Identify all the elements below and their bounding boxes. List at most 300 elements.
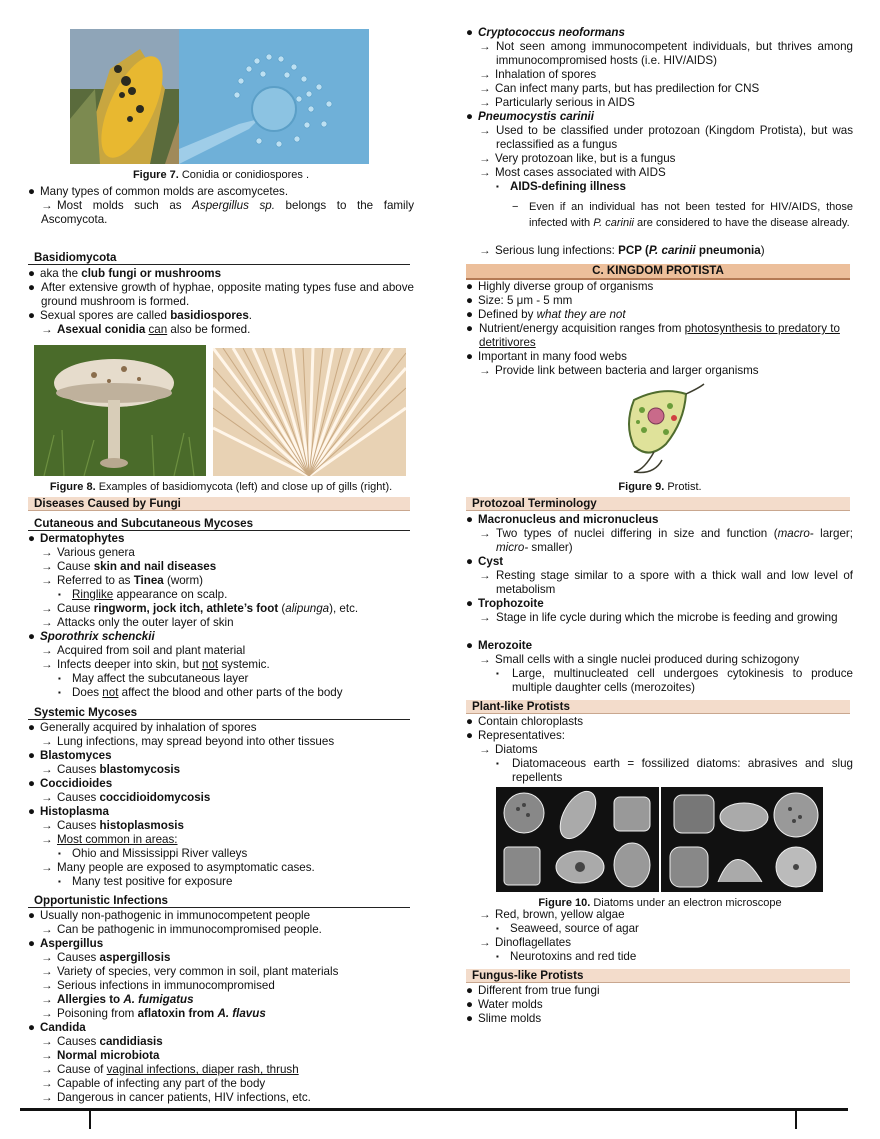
list-item xyxy=(28,805,109,819)
text: Stage in life cycle during which the microbe is feeding and growing xyxy=(496,611,838,624)
list-item xyxy=(466,908,625,922)
text: aka the xyxy=(40,267,82,280)
list-item xyxy=(28,923,322,937)
bullet-icon: ● xyxy=(28,630,36,643)
bullet-icon: ● xyxy=(28,805,36,818)
text: Representatives: xyxy=(478,729,565,742)
list-item xyxy=(466,950,636,964)
list-item xyxy=(28,686,343,700)
list-item xyxy=(28,546,135,560)
list-item xyxy=(28,861,315,875)
text: systemic. xyxy=(218,658,270,671)
bullet-icon: ● xyxy=(466,322,474,335)
text: are considered to have the disease already. xyxy=(633,217,850,229)
arrow-icon: → xyxy=(41,923,53,936)
figure-8-mushroom-image xyxy=(34,345,206,476)
text: Does xyxy=(72,686,103,699)
text: . xyxy=(248,309,253,322)
text: smaller) xyxy=(528,541,573,554)
square-bullet-icon: ▪ xyxy=(496,669,499,678)
text: Merozoite xyxy=(478,639,533,652)
figure-8-gills-image xyxy=(213,348,406,476)
text: Not seen among immunocompetent individuals, but thrives among immunocompromised hosts (i.e. HIV/AIDS) xyxy=(496,40,853,67)
bullet-icon: ● xyxy=(466,110,474,123)
arrow-icon: → xyxy=(479,40,491,53)
bullet-icon: ● xyxy=(28,749,36,762)
text: Causes xyxy=(57,791,100,804)
list-item xyxy=(466,308,626,322)
square-bullet-icon: ▪ xyxy=(496,182,499,191)
list-item xyxy=(466,82,759,96)
text: photosynthesis to predatory to detritivores xyxy=(479,322,840,349)
arrow-icon: → xyxy=(41,199,53,212)
list-item xyxy=(28,1049,159,1063)
text: affect the blood and other parts of the body xyxy=(118,686,343,699)
text: Most molds such as xyxy=(57,199,193,212)
arrow-icon: → xyxy=(479,152,491,165)
list-item xyxy=(466,280,653,294)
list-item xyxy=(466,96,635,110)
list-item xyxy=(28,602,358,616)
list-item xyxy=(28,323,250,337)
arrow-icon: → xyxy=(479,611,491,624)
arrow-icon: → xyxy=(41,1077,53,1090)
bullet-icon: ● xyxy=(466,729,474,742)
list-item xyxy=(28,532,124,546)
list-item xyxy=(28,1091,311,1105)
arrow-icon: → xyxy=(41,1049,53,1062)
text: Blastomyces xyxy=(40,749,112,762)
text: Many people are exposed to asymptomatic cases. xyxy=(57,861,315,874)
text: Serious lung infections: xyxy=(495,244,619,257)
text: May affect the subcutaneous layer xyxy=(72,672,249,685)
footer-tick-right xyxy=(795,1111,797,1129)
list-item xyxy=(466,513,658,527)
text: Referred to as xyxy=(57,574,134,587)
arrow-icon: → xyxy=(41,323,53,336)
arrow-icon: → xyxy=(41,602,53,615)
text: Aspergillus sp. xyxy=(192,199,275,212)
text: Asexual conidia xyxy=(57,323,149,336)
list-item xyxy=(28,777,112,791)
text: A. fumigatus xyxy=(123,993,194,1006)
text: candidiasis xyxy=(99,1035,163,1048)
list-item xyxy=(466,936,571,950)
list-item xyxy=(496,757,853,785)
text: Water molds xyxy=(478,998,543,1011)
text: alipunga xyxy=(285,602,330,615)
bullet-icon: ● xyxy=(28,937,36,950)
list-item xyxy=(466,1012,541,1026)
text: Red, brown, yellow algae xyxy=(495,908,625,921)
list-item xyxy=(466,180,626,194)
bullet-icon: ● xyxy=(466,1012,474,1025)
arrow-icon: → xyxy=(41,861,53,874)
list-item xyxy=(28,749,112,763)
text: Generally acquired by inhalation of spores xyxy=(40,721,257,734)
list-item xyxy=(28,560,216,574)
list-item xyxy=(479,124,853,152)
list-item xyxy=(28,965,338,979)
text: Cause xyxy=(57,602,94,615)
text: ) xyxy=(760,244,765,257)
figure-8-label: Figure 8. xyxy=(49,481,96,493)
text: Defined by xyxy=(478,308,537,321)
arrow-icon: → xyxy=(41,763,53,776)
text: Large, multinucleated cell undergoes cytokinesis to produce multiple daughter cells (merozoites) xyxy=(512,667,853,694)
text: Tinea xyxy=(133,574,164,587)
text: not xyxy=(202,658,219,671)
text: Can infect many parts, but has predilection for CNS xyxy=(495,82,760,95)
text: Cryptococcus neoformans xyxy=(478,26,625,39)
text: aspergillosis xyxy=(99,951,171,964)
text: Causes xyxy=(57,951,100,964)
arrow-icon: → xyxy=(479,244,491,257)
text: histoplasmosis xyxy=(99,819,184,832)
section-title-fungus-like: Fungus-like Protists xyxy=(466,969,850,983)
text: Causes xyxy=(57,1035,100,1048)
arrow-icon: → xyxy=(41,833,53,846)
list-item xyxy=(28,616,234,630)
text: Pneumocystis carinii xyxy=(478,110,594,123)
text: also be formed. xyxy=(167,323,251,336)
bullet-icon: ● xyxy=(28,267,36,280)
text: Trophozoite xyxy=(478,597,544,610)
list-item xyxy=(28,267,221,281)
list-item xyxy=(479,527,853,555)
text: Serious infections in immunocompromised xyxy=(57,979,275,992)
text: Contain chloroplasts xyxy=(478,715,584,728)
list-item xyxy=(479,611,853,625)
list-item xyxy=(466,639,532,653)
list-item xyxy=(28,833,178,847)
section-title-systemic: Systemic Mycoses xyxy=(28,706,410,720)
list-item xyxy=(466,322,854,350)
text: Sexual spores are called xyxy=(40,309,171,322)
text: Size: 5 μm - 5 mm xyxy=(478,294,573,307)
text: Normal microbiota xyxy=(57,1049,160,1062)
text: Nutrient/energy acquisition ranges from xyxy=(479,322,685,335)
bullet-icon: ● xyxy=(466,280,474,293)
figure-8-caption xyxy=(28,480,414,494)
text: Diatomaceous earth = fossilized diatoms: abrasives and slug repellents xyxy=(512,757,853,784)
text: ringworm, jock itch, athlete’s foot xyxy=(93,602,279,615)
arrow-icon: → xyxy=(41,993,53,1006)
list-item xyxy=(466,729,565,743)
square-bullet-icon: ▪ xyxy=(58,877,61,886)
text: can xyxy=(148,323,168,336)
bullet-icon: ● xyxy=(466,998,474,1011)
list-item xyxy=(28,1035,163,1049)
arrow-icon: → xyxy=(479,68,491,81)
list-item xyxy=(466,294,572,308)
list-item xyxy=(28,588,227,602)
text: Allergies to xyxy=(57,993,124,1006)
arrow-icon: → xyxy=(41,658,53,671)
list-item xyxy=(28,721,257,735)
arrow-icon: → xyxy=(479,936,491,949)
list-item xyxy=(466,244,765,258)
square-bullet-icon: ▪ xyxy=(58,688,61,697)
list-item xyxy=(28,199,414,227)
list-item xyxy=(28,1063,299,1077)
square-bullet-icon: ▪ xyxy=(58,590,61,599)
arrow-icon: → xyxy=(41,819,53,832)
arrow-icon: → xyxy=(41,560,53,573)
figure-9-protist-image xyxy=(614,380,706,476)
text: PCP ( xyxy=(618,244,649,257)
bullet-icon: ● xyxy=(28,721,36,734)
text: Sporothrix schenckii xyxy=(40,630,155,643)
text: Various genera xyxy=(57,546,135,559)
text: blastomycosis xyxy=(99,763,181,776)
text: Infects deeper into skin, but xyxy=(57,658,203,671)
text: Most common in areas: xyxy=(57,833,178,846)
list-item xyxy=(28,909,310,923)
arrow-icon: → xyxy=(41,735,53,748)
text: (worm) xyxy=(163,574,204,587)
bullet-icon: ● xyxy=(466,597,474,610)
list-item xyxy=(28,993,194,1007)
text: Two types of nuclei differing in size and function ( xyxy=(496,527,778,540)
section-title-basidiomycota: Basidiomycota xyxy=(28,251,410,265)
arrow-icon: → xyxy=(41,644,53,657)
list-item xyxy=(466,26,625,40)
list-item xyxy=(466,715,583,729)
text: Important in many food webs xyxy=(478,350,627,363)
section-title-cutaneous: Cutaneous and Subcutaneous Mycoses xyxy=(28,517,410,531)
list-item xyxy=(466,984,600,998)
footer-rule xyxy=(20,1108,848,1111)
text: Attacks only the outer layer of skin xyxy=(57,616,234,629)
text: Histoplasma xyxy=(40,805,109,818)
figure-9-label: Figure 9. xyxy=(618,481,665,493)
text: Very protozoan like, but is a fungus xyxy=(495,152,676,165)
text: Slime molds xyxy=(478,1012,542,1025)
text: aflatoxin from xyxy=(137,1007,218,1020)
text: Usually non-pathogenic in immunocompetent people xyxy=(40,909,311,922)
bullet-icon: ● xyxy=(466,294,474,307)
square-bullet-icon: ▪ xyxy=(496,952,499,961)
text: Capable of infecting any part of the body xyxy=(57,1077,266,1090)
text: After extensive growth of hyphae, opposite mating types fuse and above ground mushroom is formed. xyxy=(41,281,414,308)
text: vaginal infections, diaper rash, thrush xyxy=(106,1063,299,1076)
list-item xyxy=(28,979,275,993)
bullet-icon: ● xyxy=(466,350,474,363)
arrow-icon: → xyxy=(41,951,53,964)
list-item xyxy=(28,309,252,323)
arrow-icon: → xyxy=(41,574,53,587)
list-item-text: Many types of common molds are ascomycetes. xyxy=(40,185,289,198)
text: Inhalation of spores xyxy=(495,68,597,81)
bullet-icon: ● xyxy=(28,1021,36,1034)
square-bullet-icon: ▪ xyxy=(58,849,61,858)
square-bullet-icon: ▪ xyxy=(496,759,499,768)
text: Acquired from soil and plant material xyxy=(57,644,246,657)
dash-icon: − xyxy=(512,201,519,213)
list-item xyxy=(479,40,853,68)
text: Seaweed, source of agar xyxy=(510,922,639,935)
text: Even if an individual has not been tested for HIV/AIDS, those infected with xyxy=(529,201,853,229)
arrow-icon: → xyxy=(41,1035,53,1048)
square-bullet-icon: ▪ xyxy=(496,924,499,933)
text: Can be pathogenic in immunocompromised people. xyxy=(57,923,322,936)
arrow-icon: → xyxy=(479,166,491,179)
text: P. carinii xyxy=(648,244,696,257)
text: A. flavus xyxy=(217,1007,266,1020)
text: ), etc. xyxy=(329,602,359,615)
arrow-icon: → xyxy=(479,653,491,666)
list-item xyxy=(28,185,288,199)
figure-9-text: Protist. xyxy=(664,481,702,493)
text: micro- xyxy=(496,541,529,554)
text: Many test positive for exposure xyxy=(72,875,233,888)
arrow-icon: → xyxy=(41,546,53,559)
footer-tick-left xyxy=(89,1111,91,1129)
section-title-opportunistic: Opportunistic Infections xyxy=(28,894,410,908)
text: P. carinii xyxy=(593,217,634,229)
arrow-icon: → xyxy=(479,569,491,582)
arrow-icon: → xyxy=(41,965,53,978)
text: macro- xyxy=(777,527,814,540)
square-bullet-icon: ▪ xyxy=(58,674,61,683)
section-title-protozoal: Protozoal Terminology xyxy=(466,497,850,511)
arrow-icon: → xyxy=(479,364,491,377)
text: club fungi or mushrooms xyxy=(81,267,222,280)
text: Dinoflagellates xyxy=(495,936,572,949)
figure-7-text: Conidia or conidiospores . xyxy=(178,169,310,181)
text: Different from true fungi xyxy=(478,984,600,997)
bullet-icon: ● xyxy=(466,555,474,568)
bullet-icon: ● xyxy=(28,185,36,198)
text: not xyxy=(102,686,119,699)
text: Ringlike xyxy=(72,588,114,601)
text: Macronucleus and micronucleus xyxy=(478,513,659,526)
text: Resting stage similar to a spore with a thick wall and low level of metabolism xyxy=(496,569,853,596)
list-item xyxy=(466,350,627,364)
list-item xyxy=(28,763,180,777)
arrow-icon: → xyxy=(479,96,491,109)
text: belongs to the family Ascomycota. xyxy=(41,199,415,226)
text: appearance on scalp. xyxy=(113,588,228,601)
list-item xyxy=(466,597,544,611)
list-item xyxy=(28,672,248,686)
list-item xyxy=(28,875,232,889)
text: Causes xyxy=(57,819,100,832)
arrow-icon: → xyxy=(41,1007,53,1020)
list-item xyxy=(466,653,799,667)
text: Candida xyxy=(40,1021,86,1034)
list-item xyxy=(512,199,853,231)
figure-10-text: Diatoms under an electron microscope xyxy=(590,897,782,909)
kingdom-protista-banner: C. KINGDOM PROTISTA xyxy=(466,264,850,280)
list-item xyxy=(466,555,503,569)
text: Causes xyxy=(57,763,100,776)
list-item xyxy=(466,743,538,757)
list-item xyxy=(28,791,210,805)
figure-10-diatoms-image xyxy=(496,787,823,892)
text: ( xyxy=(278,602,286,615)
text: Dermatophytes xyxy=(40,532,125,545)
arrow-icon: → xyxy=(41,1091,53,1104)
bullet-icon: ● xyxy=(28,532,36,545)
figure-8-text: Examples of basidiomycota (left) and close up of gills (right). xyxy=(95,481,393,493)
list-item xyxy=(28,658,270,672)
arrow-icon: → xyxy=(479,743,491,756)
text: Highly diverse group of organisms xyxy=(478,280,654,293)
bullet-icon: ● xyxy=(466,639,474,652)
figure-7-label: Figure 7. xyxy=(132,169,179,181)
list-item xyxy=(28,281,414,309)
arrow-icon: → xyxy=(479,527,491,540)
text: Diatoms xyxy=(495,743,538,756)
arrow-icon: → xyxy=(479,908,491,921)
list-item xyxy=(28,735,334,749)
text: Poisoning from xyxy=(57,1007,138,1020)
text: Cause of xyxy=(57,1063,107,1076)
figure-9-caption xyxy=(466,480,854,494)
list-item xyxy=(466,166,666,180)
figure-7-conidia-micrograph xyxy=(179,29,369,164)
list-item xyxy=(28,644,245,658)
text: coccidioidomycosis xyxy=(99,791,211,804)
list-item xyxy=(466,998,543,1012)
text: Provide link between bacteria and larger organisms xyxy=(495,364,759,377)
figure-7-caption xyxy=(28,168,414,182)
arrow-icon: → xyxy=(41,616,53,629)
text: pneumonia xyxy=(695,244,761,257)
bullet-icon: ● xyxy=(466,984,474,997)
bullet-icon: ● xyxy=(466,26,474,39)
text: what they are not xyxy=(536,308,626,321)
text: Most cases associated with AIDS xyxy=(495,166,666,179)
list-item xyxy=(28,951,170,965)
bullet-icon: ● xyxy=(466,513,474,526)
list-item xyxy=(28,1021,86,1035)
arrow-icon: → xyxy=(41,791,53,804)
bullet-icon: ● xyxy=(28,909,36,922)
bullet-icon: ● xyxy=(28,309,36,322)
list-item xyxy=(28,574,203,588)
list-item xyxy=(466,68,596,82)
list-item xyxy=(466,364,759,378)
text: Cause xyxy=(57,560,94,573)
text: Small cells with a single nuclei produced during schizogony xyxy=(495,653,800,666)
list-item xyxy=(466,110,594,124)
list-item xyxy=(28,1077,265,1091)
text: Particularly serious in AIDS xyxy=(495,96,635,109)
text: basidiospores xyxy=(170,309,249,322)
list-item xyxy=(28,937,103,951)
list-item xyxy=(466,922,639,936)
text: AIDS-defining illness xyxy=(510,180,626,193)
bullet-icon: ● xyxy=(28,281,36,294)
list-item xyxy=(479,569,853,597)
arrow-icon: → xyxy=(41,1063,53,1076)
figure-10-label: Figure 10. xyxy=(538,897,591,909)
text: Variety of species, very common in soil, plant materials xyxy=(57,965,339,978)
list-item xyxy=(466,152,675,166)
list-item xyxy=(28,1007,266,1021)
text: Lung infections, may spread beyond into other tissues xyxy=(57,735,335,748)
text: Aspergillus xyxy=(40,937,104,950)
list-item xyxy=(496,667,853,695)
arrow-icon: → xyxy=(479,124,491,137)
section-title-diseases: Diseases Caused by Fungi xyxy=(28,497,410,511)
bullet-icon: ● xyxy=(466,308,474,321)
text: Cyst xyxy=(478,555,504,568)
text: Ohio and Mississippi River valleys xyxy=(72,847,248,860)
